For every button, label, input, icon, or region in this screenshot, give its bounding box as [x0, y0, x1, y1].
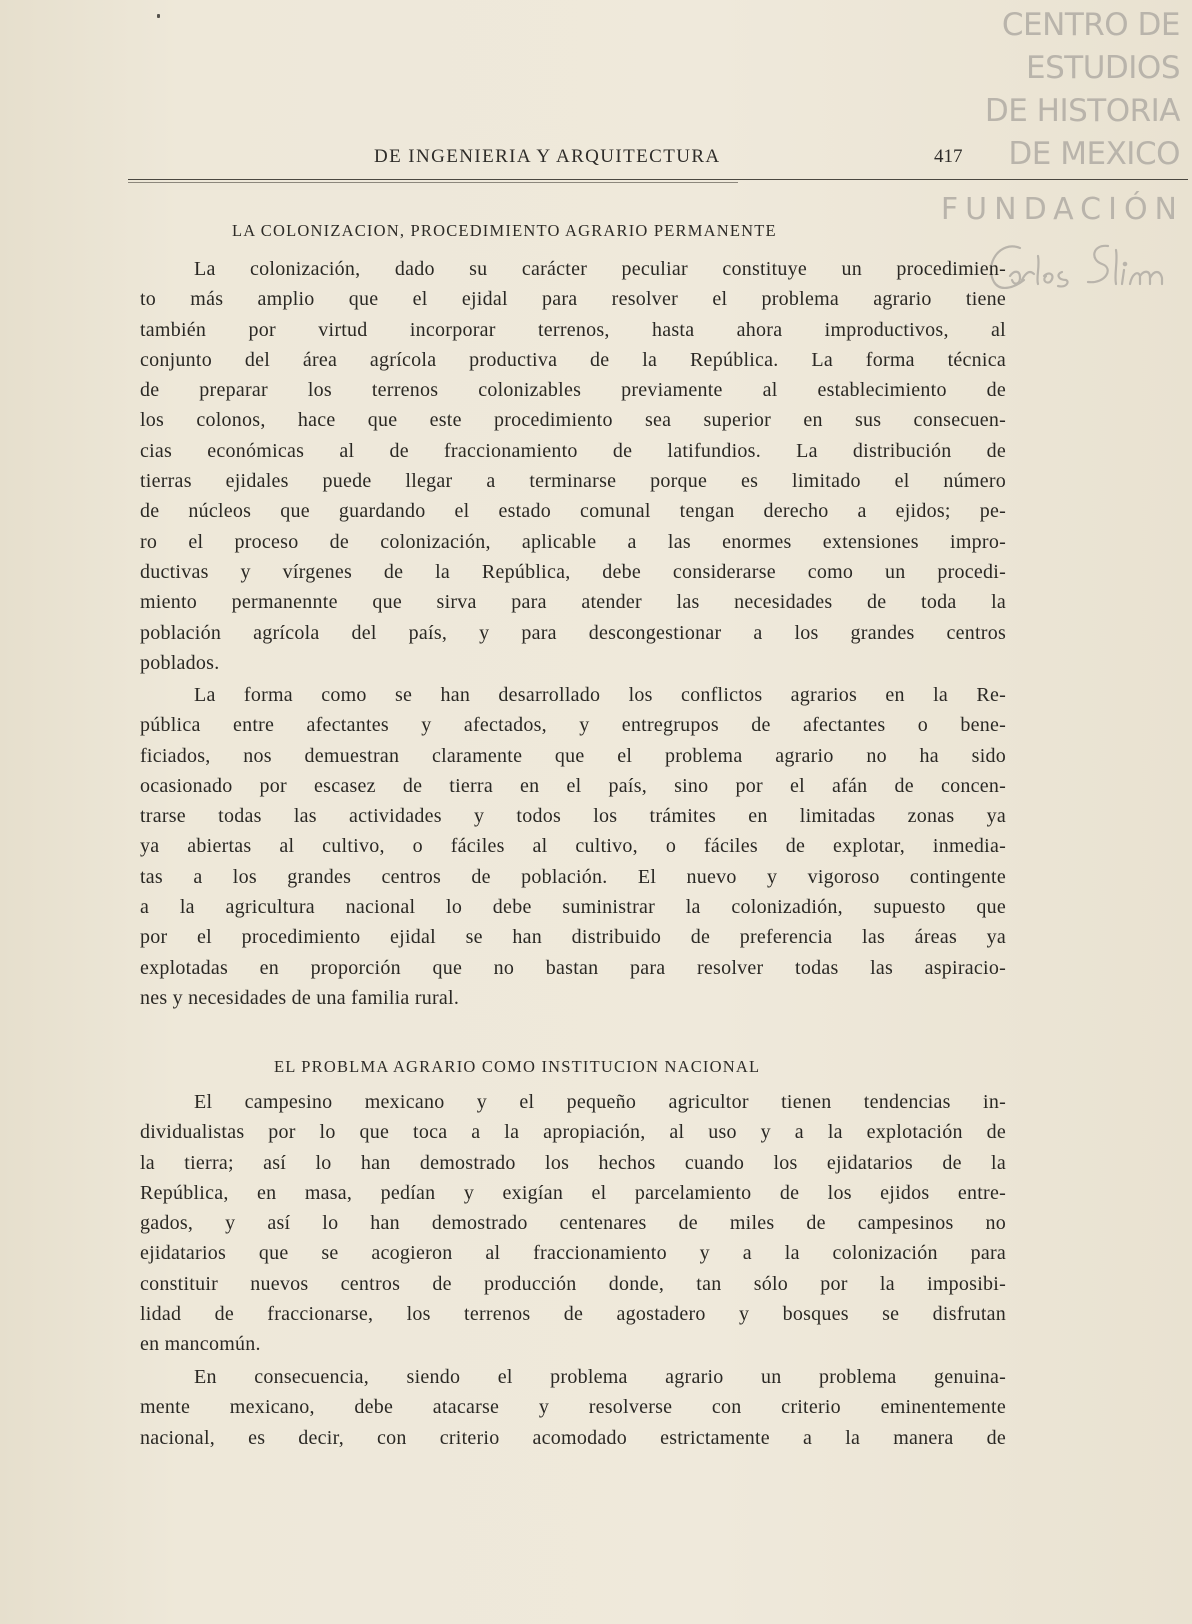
watermark-line: DE HISTORIA [984, 93, 1180, 129]
text-line: ocasionado por escasez de tierra en el país, sino por el afán de concen- [140, 774, 1006, 797]
section-heading: LA COLONIZACION, PROCEDIMIENTO AGRARIO PERMANENTE [232, 221, 777, 240]
text-line: trarse todas las actividades y todos los trámites en limitadas zonas ya [140, 805, 1006, 828]
text-line: ejidatarios que se acogieron al fraccionamiento y a la colonización para [140, 1242, 1006, 1265]
text-line: nacional, es decir, con criterio acomodado estrictamente a la manera de [140, 1426, 1006, 1449]
text-line: la tierra; así lo han demostrado los hechos cuando los ejidatarios de la [140, 1151, 1006, 1174]
header-rule-secondary [128, 182, 738, 183]
text-line: El campesino mexicano y el pequeño agricultor tienen tendencias in- [194, 1091, 1006, 1113]
paragraph [140, 254, 1006, 678]
running-title: DE INGENIERIA Y ARQUITECTURA [374, 146, 721, 167]
text-line: tierras ejidales puede llegar a terminarse porque es limitado el número [140, 470, 1006, 493]
text-line: de núcleos que guardando el estado comunal tengan derecho a ejidos; pe- [140, 500, 1006, 523]
section-heading: EL PROBLMA AGRARIO COMO INSTITUCION NACIONAL [274, 1057, 761, 1076]
text-line: La colonización, dado su carácter peculiar constituye un procedimien- [194, 258, 1006, 280]
text-line: lidad de fraccionarse, los terrenos de agostadero y bosques se disfrutan [140, 1303, 1006, 1326]
text-line: constituir nuevos centros de producción donde, tan sólo por la imposibi- [140, 1272, 1006, 1295]
text-line: to más amplio que el ejidal para resolver el problema agrario tiene [140, 288, 1006, 311]
text-line: tas a los grandes centros de población. El nuevo y vigoroso contingente [140, 865, 1006, 888]
watermark-signature-icon [980, 236, 1180, 308]
text-line: conjunto del área agrícola productiva de la República. La forma técnica [140, 348, 1006, 371]
text-line: por el procedimiento ejidal se han distribuido de preferencia las áreas ya [140, 926, 1006, 949]
watermark-fundacion: FUNDACIÓN [940, 192, 1184, 227]
text-line: los colonos, hace que este procedimiento sea superior en sus consecuen- [140, 409, 1006, 432]
ink-speck [157, 14, 160, 18]
text-line: poblados. [140, 651, 220, 674]
text-line: a la agricultura nacional lo debe suministrar la colonizadión, supuesto que [140, 896, 1006, 919]
text-line: República, en masa, pedían y exigían el parcelamiento de los ejidos entre- [140, 1181, 1006, 1204]
text-line: de preparar los terrenos colonizables previamente al establecimiento de [140, 379, 1006, 402]
header-rule [128, 179, 1188, 180]
text-line: ficiados, nos demuestran claramente que el problema agrario no ha sido [140, 744, 1006, 767]
text-line: mente mexicano, debe atacarse y resolverse con criterio eminentemente [140, 1396, 1006, 1419]
watermark-line: DE MEXICO [1008, 136, 1180, 172]
paragraph [140, 680, 1006, 1013]
text-line: nes y necesidades de una familia rural. [140, 986, 460, 1009]
watermark-line: CENTRO DE [1001, 7, 1180, 43]
watermark-line: ESTUDIOS [1026, 50, 1180, 86]
text-line: ductivas y vírgenes de la República, debe considerarse como un procedi- [140, 560, 1006, 583]
text-line: La forma como se han desarrollado los conflictos agrarios en la Re- [194, 684, 1006, 706]
text-line: En consecuencia, siendo el problema agrario un problema genuina- [194, 1366, 1006, 1388]
text-line: explotadas en proporción que no bastan para resolver todas las aspiracio- [140, 956, 1006, 979]
text-line: dividualistas por lo que toca a la apropiación, al uso y a la explotación de [140, 1121, 1006, 1144]
text-line: población agrícola del país, y para descongestionar a los grandes centros [140, 621, 1006, 644]
text-line: también por virtud incorporar terrenos, hasta ahora improductivos, al [140, 318, 1006, 341]
text-line: gados, y así lo han demostrado centenares de miles de campesinos no [140, 1212, 1006, 1235]
text-line: miento permanennte que sirva para atender las necesidades de toda la [140, 591, 1006, 614]
page-number: 417 [934, 146, 963, 167]
text-line: en mancomún. [140, 1333, 261, 1356]
text-line: ya abiertas al cultivo, o fáciles al cultivo, o fáciles de explotar, inmedia- [140, 835, 1006, 858]
text-line: pública entre afectantes y afectados, y entregrupos de afectantes o bene- [140, 714, 1006, 737]
text-line: cias económicas al de fraccionamiento de latifundios. La distribución de [140, 439, 1006, 462]
paragraph [140, 1087, 1006, 1360]
text-line: ro el proceso de colonización, aplicable a las enormes extensiones impro- [140, 530, 1006, 553]
paragraph [140, 1362, 1006, 1453]
